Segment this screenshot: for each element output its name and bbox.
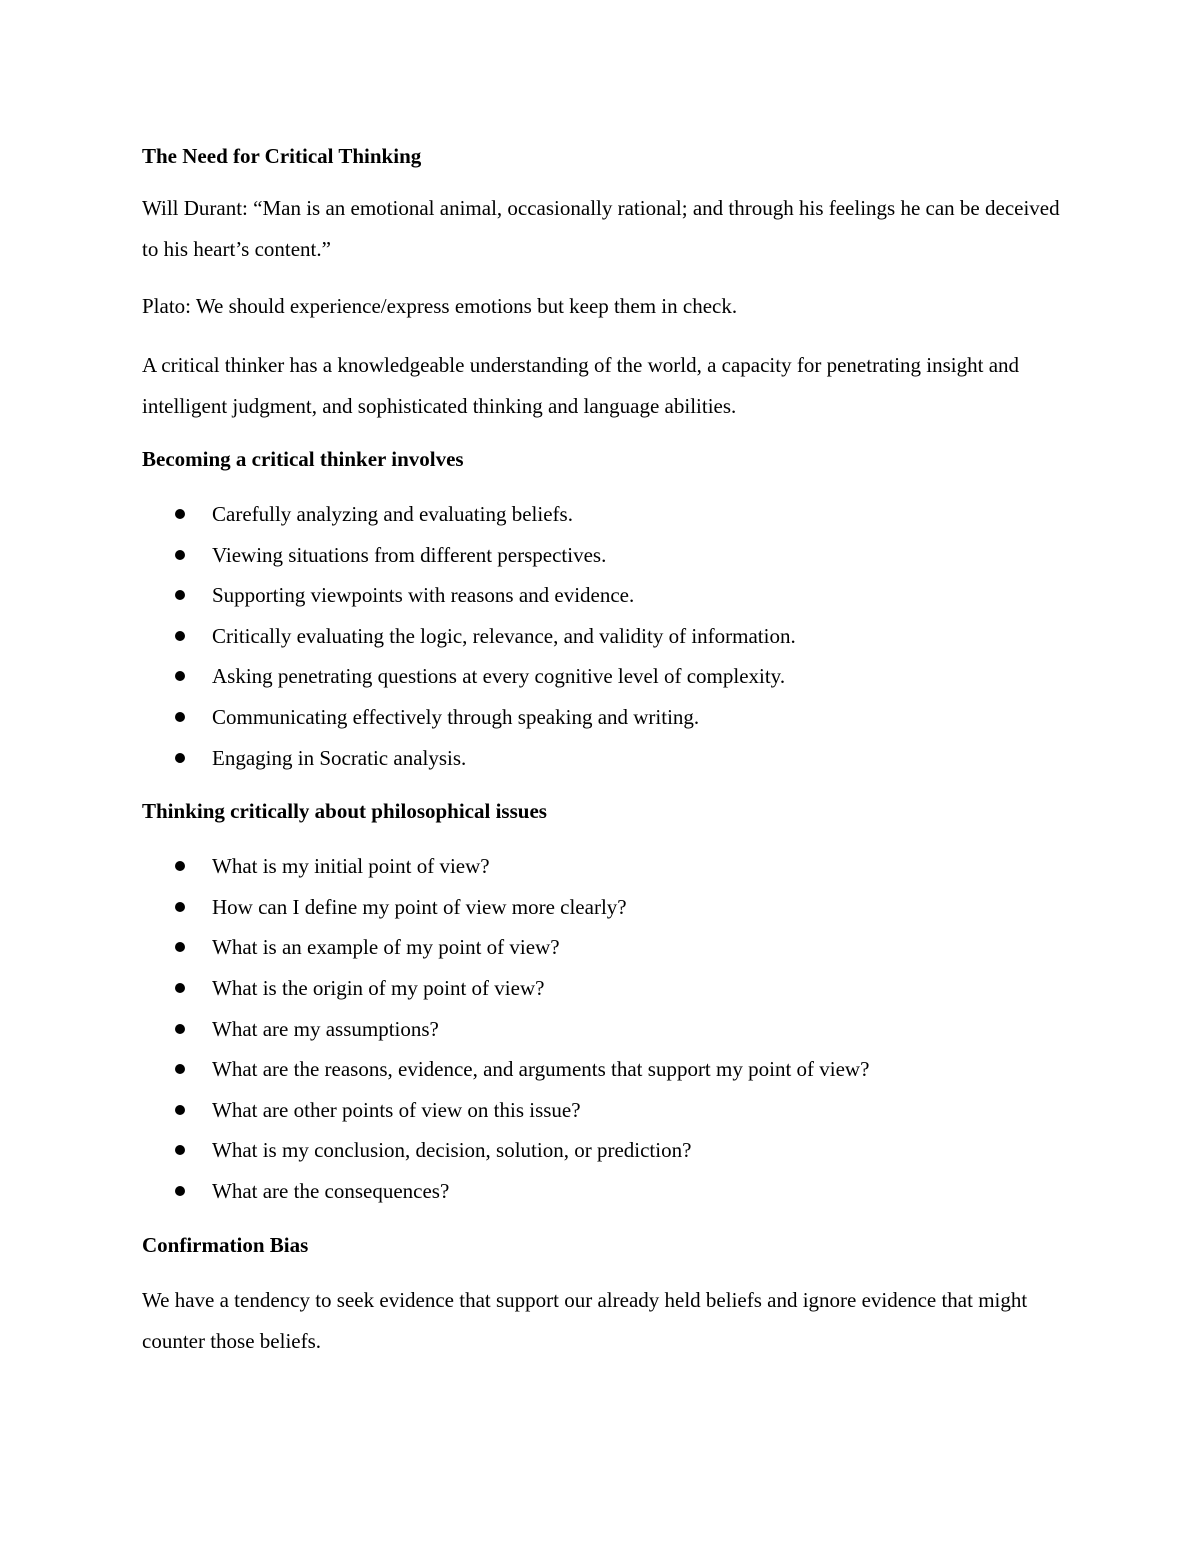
bullet-icon xyxy=(175,753,185,763)
document-page xyxy=(142,140,1062,1378)
list-item: Engaging in Socratic analysis. xyxy=(142,738,1062,779)
list-item: How can I define my point of view more clearly? xyxy=(142,887,1062,928)
list-item: What is my conclusion, decision, solution, or prediction? xyxy=(142,1130,1062,1171)
bullet-icon xyxy=(175,902,185,912)
list-item: What is the origin of my point of view? xyxy=(142,968,1062,1009)
philosophical-heading: Thinking critically about philosophical issues xyxy=(142,799,547,824)
confirmation-bias-text: We have a tendency to seek evidence that support our already held beliefs and ignore evidence that might counter those beliefs. xyxy=(142,1287,1028,1353)
list-item: Supporting viewpoints with reasons and evidence. xyxy=(142,575,1062,616)
philosophical-list xyxy=(142,846,1062,1211)
plato-quote: Plato: We should experience/express emotions but keep them in check. xyxy=(142,294,738,318)
list-item: What is an example of my point of view? xyxy=(142,927,1062,968)
list-item: Communicating effectively through speaking and writing. xyxy=(142,697,1062,738)
confirmation-bias-heading: Confirmation Bias xyxy=(142,1232,309,1257)
bullet-icon xyxy=(175,983,185,993)
bullet-icon xyxy=(175,1186,185,1196)
bullet-icon xyxy=(175,631,185,641)
becoming-list xyxy=(142,494,1062,778)
list-item: Viewing situations from different perspectives. xyxy=(142,535,1062,576)
bullet-icon xyxy=(175,1024,185,1034)
list-item: Carefully analyzing and evaluating beliefs. xyxy=(142,494,1062,535)
list-item: What are the consequences? xyxy=(142,1171,1062,1212)
bullet-icon xyxy=(175,509,185,519)
durant-quote: Will Durant: “Man is an emotional animal, occasionally rational; and through his feelings he can be deceived to his heart’s content.” xyxy=(142,196,1060,261)
bullet-icon xyxy=(175,590,185,600)
bullet-icon xyxy=(175,942,185,952)
bullet-icon xyxy=(175,861,185,871)
bullet-icon xyxy=(175,1145,185,1155)
critical-thinker-definition: A critical thinker has a knowledgeable understanding of the world, a capacity for penetrating insight and intelligent judgment, and sophisticated thinking and language abilities. xyxy=(142,353,1020,418)
list-item: What are my assumptions? xyxy=(142,1009,1062,1050)
bullet-icon xyxy=(175,550,185,560)
list-item: What is my initial point of view? xyxy=(142,846,1062,887)
list-item: Critically evaluating the logic, relevance, and validity of information. xyxy=(142,616,1062,657)
bullet-icon xyxy=(175,712,185,722)
bullet-icon xyxy=(175,671,185,681)
becoming-heading: Becoming a critical thinker involves xyxy=(142,447,464,471)
bullet-icon xyxy=(175,1064,185,1074)
list-item: Asking penetrating questions at every cognitive level of complexity. xyxy=(142,656,1062,697)
bullet-icon xyxy=(175,1105,185,1115)
list-item: What are other points of view on this issue? xyxy=(142,1090,1062,1131)
document-title: The Need for Critical Thinking xyxy=(142,144,422,168)
list-item: What are the reasons, evidence, and arguments that support my point of view? xyxy=(142,1049,1062,1090)
